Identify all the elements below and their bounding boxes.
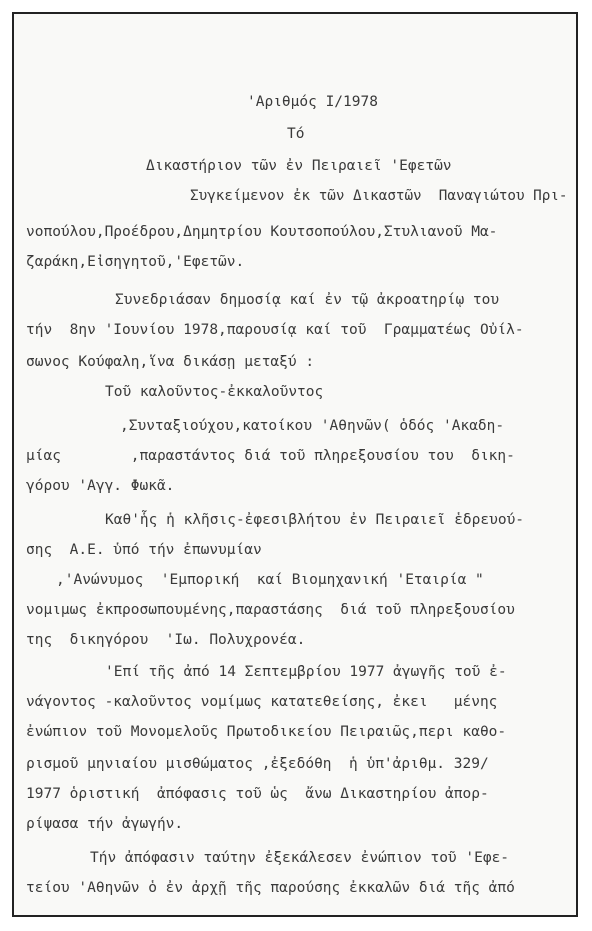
text-line: μίας ,παραστάντος διά τοῦ πληρεξουσίου του δικη- (26, 448, 515, 464)
text-line: σης Α.Ε. ὑπό τήν ἐπωνυμίαν (26, 542, 262, 558)
text-line: Τήν ἀπόφασιν ταύτην ἐξεκάλεσεν ἐνώπιον τοῦ 'Εφε- (90, 850, 510, 866)
text-line: 'Επί τῆς ἀπό 14 Σεπτεμβρίου 1977 ἀγωγῆς τοῦ ἐ- (105, 664, 507, 680)
decision-number: 'Αριθμός Ι/1978 (247, 94, 378, 110)
text-line: 1977 ὁριστική ἀπόφασις τοῦ ὡς ἄνω Δικαστηρίου ἀπορ- (26, 786, 489, 802)
text-line: νάγοντος -καλοῦντος νομίμως κατατεθείσης, ἐκει μένης (26, 694, 498, 710)
text-line: Καθ'ἧς ἡ κλῆσις-ἐφεσιβλήτου ἐν Πειραιεῖ ἑδρευού- (105, 512, 525, 528)
text-line: ρίψασα τήν ἀγωγήν. (26, 816, 184, 832)
text-line: Συνεδριάσαν δημοσίᾳ καί ἐν τῷ ἀκροατηρίῳ του (115, 292, 500, 308)
text-line: νομιμως ἐκπροσωπουμένης,παραστάσης διά τοῦ πληρεξουσίου (26, 602, 515, 618)
text-line: ,Συνταξιούχου,κατοίκου 'Αθηνῶν( ὁδός 'Ακαδη- (120, 418, 505, 434)
text-line: τήν 8ην 'Ιουνίου 1978,παρουσίᾳ καί τοῦ Γραμματέως Οὐίλ- (26, 322, 524, 338)
text-line: ἐνώπιον τοῦ Μονομελοῦς Πρωτοδικείου Πειραιῶς,περι καθο- (26, 724, 507, 740)
text-line: Συγκείμενον ἐκ τῶν Δικαστῶν Παναγιώτου Πρι- (190, 188, 568, 204)
text-line: Τοῦ καλοῦντος-ἐκκαλοῦντος (105, 384, 324, 400)
text-line: γόρου 'Αγγ. Φωκᾶ. (26, 478, 175, 494)
text-line: τείου 'Αθηνῶν ὁ ἐν ἀρχῇ τῆς παρούσης ἐκκαλῶν διά τῆς ἀπό (26, 880, 515, 896)
text-line: ,'Ανώνυμος 'Εμπορική καί Βιομηχανική 'Εταιρία " (56, 572, 484, 588)
text-line: ρισμοῦ μηνιαίου μισθώματος ,ἐξεδόθη ἡ ὑπ'ἀριθμ. 329/ (26, 756, 489, 772)
text-line: νοπούλου,Προέδρου,Δημητρίου Κουτσοπούλου,Στυλιανοῦ Μα- (26, 224, 498, 240)
text-line: σωνος Κούφαλη,ἵνα δικάσῃ μεταξύ : (26, 354, 315, 370)
court-name: Δικαστήριον τῶν ἐν Πειραιεῖ 'Εφετῶν (146, 158, 452, 174)
text-line: Τό (287, 126, 305, 142)
text-line: της δικηγόρου 'Ιω. Πολυχρονέα. (26, 632, 306, 648)
document-page (12, 12, 578, 917)
text-line: ζαράκη,Εἰσηγητοῦ,'Εφετῶν. (26, 254, 245, 270)
